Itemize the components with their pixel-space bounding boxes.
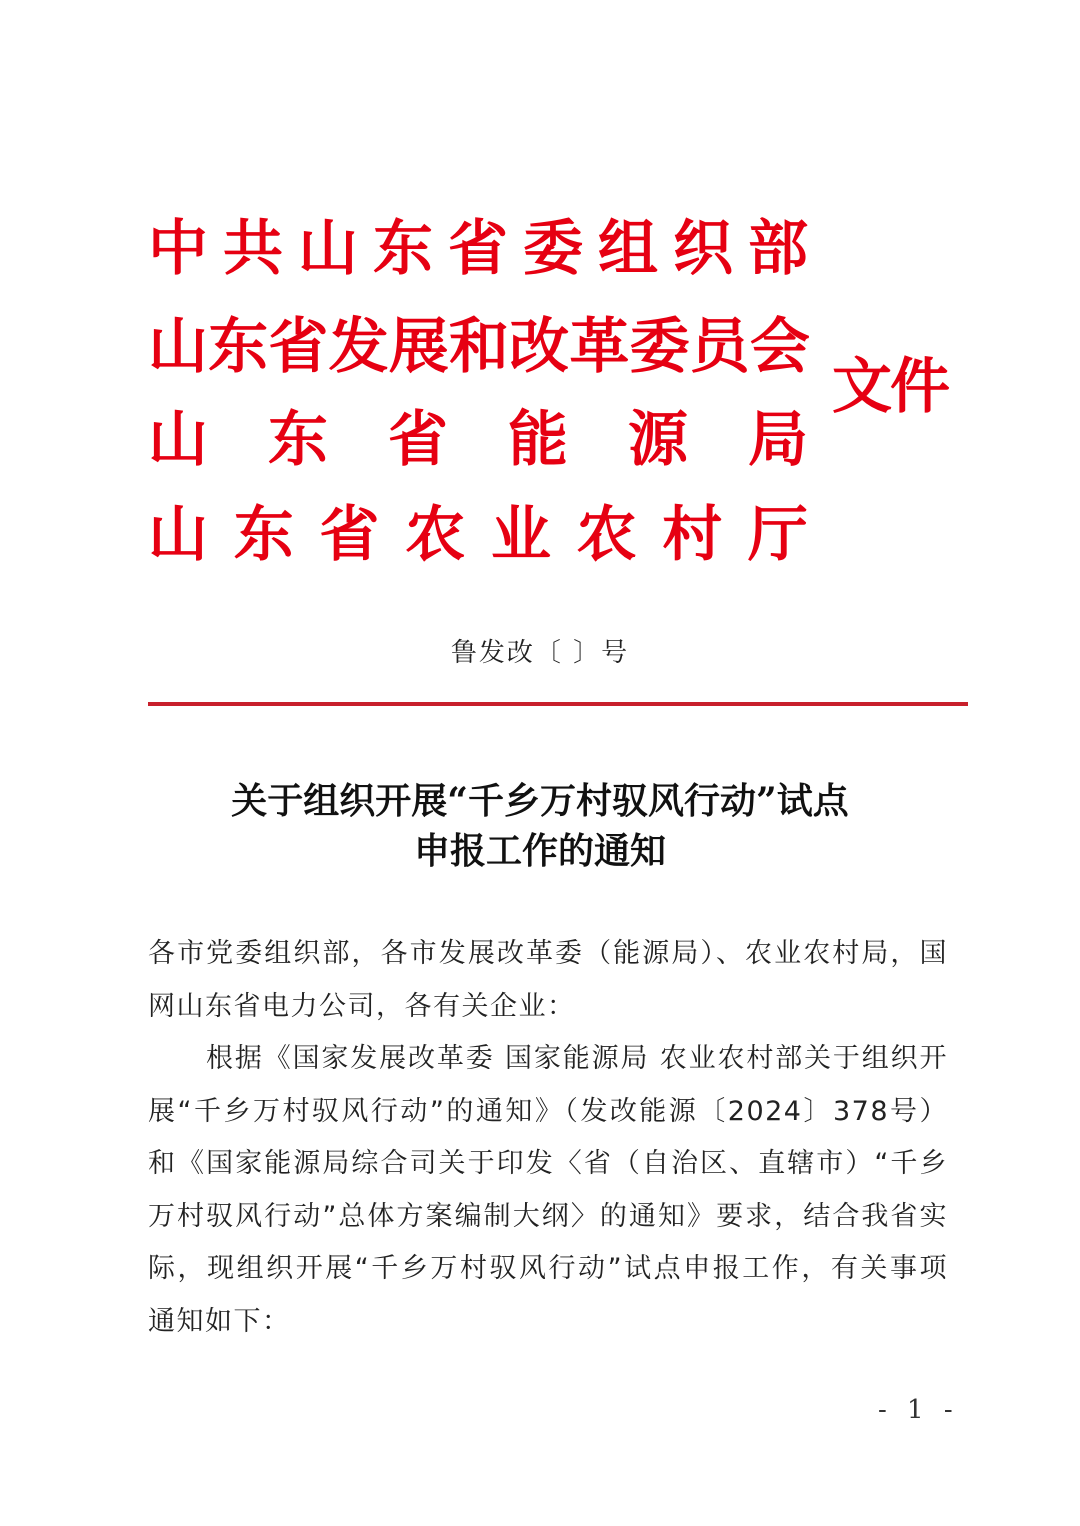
issuer-char: 员 <box>689 312 750 382</box>
issuer-line-energy-bureau <box>148 407 808 473</box>
issuer-char: 农 <box>405 500 466 570</box>
issuer-char: 织 <box>673 214 733 284</box>
issuer-line-drc <box>148 314 808 380</box>
issuer-char: 展 <box>388 312 449 382</box>
issuer-char: 会 <box>749 312 810 382</box>
issuer-char: 东 <box>268 405 328 475</box>
issuer-char: 省 <box>319 500 380 570</box>
body-paragraph: 根据《国家发展改革委 国家能源局 农业农村部关于组织开展“千乡万村驭风行动”的通知》（发改能源〔2024〕378号）和《国家能源局综合司关于印发〈省（自治区、直辖市）“千乡万村驭风行动”总体方案编制大纲〉的通知》要求，结合我省实际，现组织开展“千乡万村驭风行动”试点申报工作，有关事项通知如下： <box>148 1043 948 1337</box>
red-divider <box>148 702 968 706</box>
issuer-char: 源 <box>628 405 688 475</box>
issuer-char: 省 <box>268 312 329 382</box>
document-suffix: 文件 <box>832 352 948 422</box>
addressee: 各市党委组织部，各市发展改革委（能源局）、农业农村局，国网山东省电力公司，各有关企业： <box>148 938 948 1022</box>
issuer-char: 山 <box>148 405 208 475</box>
issuer-char: 厅 <box>747 500 808 570</box>
issuer-char: 山 <box>298 214 358 284</box>
document-number: 鲁发改〔 〕号 <box>450 638 630 668</box>
issuer-line-agri-dept <box>148 502 808 568</box>
issuer-char: 和 <box>448 312 509 382</box>
issuer-char: 改 <box>509 312 570 382</box>
issuer-char: 山 <box>148 500 208 570</box>
issuer-char: 省 <box>448 214 508 284</box>
page-number: - 1 - <box>878 1395 959 1425</box>
issuer-char: 东 <box>373 214 433 284</box>
issuer-char: 局 <box>748 405 808 475</box>
issuer-char: 中 <box>148 214 208 284</box>
issuer-char: 发 <box>328 312 389 382</box>
issuer-char: 东 <box>233 500 294 570</box>
document-body <box>148 928 948 1348</box>
issuer-char: 委 <box>629 312 690 382</box>
issuer-char: 部 <box>748 214 808 284</box>
issuer-char: 东 <box>208 312 269 382</box>
issuer-char: 革 <box>569 312 630 382</box>
issuer-char: 山 <box>148 312 208 382</box>
issuer-char: 组 <box>598 214 658 284</box>
issuer-char: 农 <box>576 500 637 570</box>
document-title <box>0 776 1080 876</box>
issuer-char: 省 <box>388 405 448 475</box>
issuer-char: 业 <box>490 500 551 570</box>
issuer-char: 委 <box>523 214 583 284</box>
title-line-2: 申报工作的通知 <box>413 830 666 872</box>
issuer-char: 共 <box>223 214 283 284</box>
issuer-char: 能 <box>508 405 568 475</box>
title-line-1: 关于组织开展“千乡万村驭风行动”试点 <box>231 780 849 822</box>
issuer-line-org-dept <box>148 216 808 282</box>
issuer-char: 村 <box>662 500 723 570</box>
